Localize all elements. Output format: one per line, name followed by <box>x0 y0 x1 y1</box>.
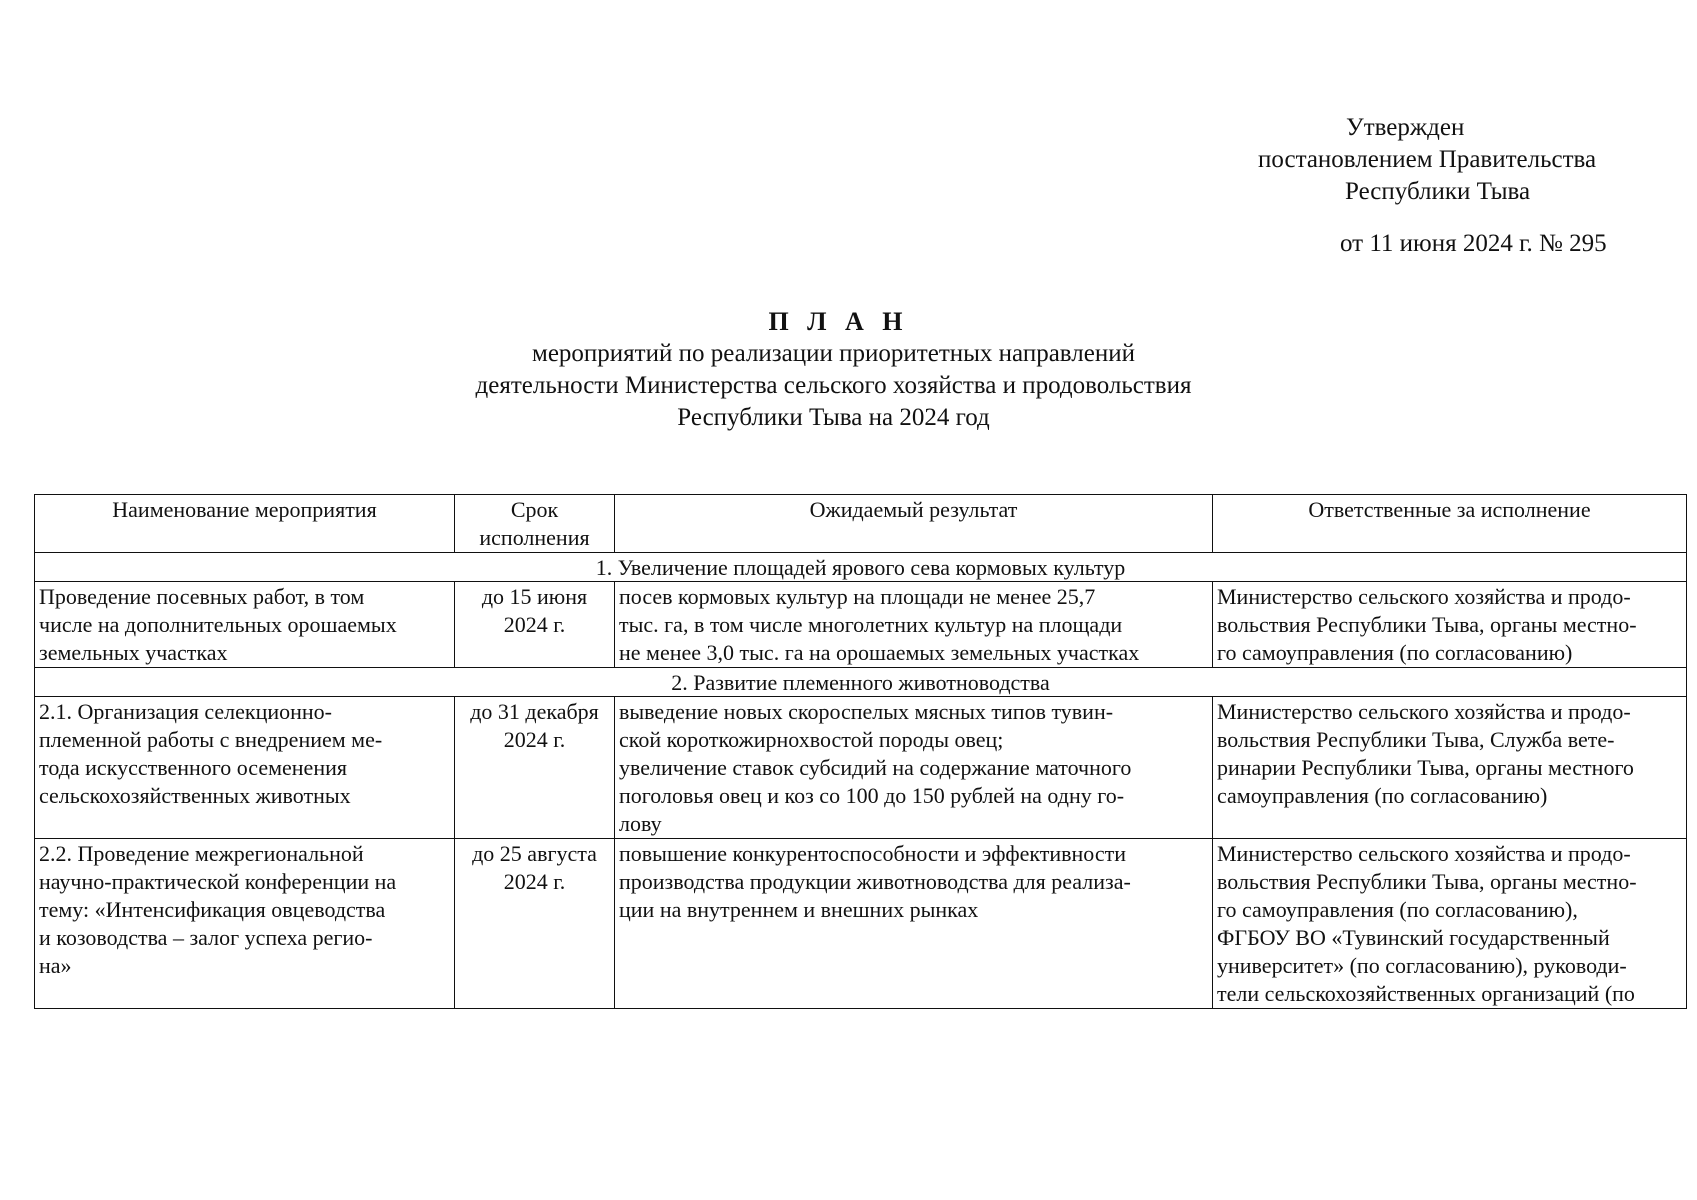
title-line-1: мероприятий по реализации приоритетных направлений <box>532 340 1135 367</box>
title-line-3: Республики Тыва на 2024 год <box>677 404 990 431</box>
header-responsible: Ответственные за исполнение <box>1213 495 1687 553</box>
cell-name: 2.2. Проведение межрегиональной научно-практической конференции на тему: «Интенсификация овцеводства и козоводства – залог успеха регио- на» <box>35 839 455 1009</box>
table-row <box>35 582 1687 668</box>
cell-deadline: до 25 августа 2024 г. <box>455 839 615 1009</box>
section-title: 1. Увеличение площадей ярового сева кормовых культур <box>35 553 1687 582</box>
plan-table <box>34 494 1687 1009</box>
header-deadline: Срок исполнения <box>455 495 615 553</box>
approval-line-resolution: постановлением Правительства <box>1258 146 1597 173</box>
header-name: Наименование мероприятия <box>35 495 455 553</box>
table-header-row <box>35 495 1687 553</box>
cell-result: повышение конкурентоспособности и эффективности производства продукции животноводства для реализа- ции на внутреннем и внешних рынках <box>615 839 1213 1009</box>
cell-name: 2.1. Организация селекционно- племенной работы с внедрением ме- тода искусственного осеменения сельскохозяйственных животных <box>35 697 455 839</box>
title-heading: П Л А Н <box>768 307 909 336</box>
cell-responsible: Министерство сельского хозяйства и продо- вольствия Республики Тыва, органы местно- го самоуправления (по согласованию), ФГБОУ ВО «Тувинский государственный университет» (по согласованию), руководи- тели сельскохозяйственных организаций (по <box>1213 839 1687 1009</box>
title-line-2: деятельности Министерства сельского хозяйства и продовольствия <box>475 372 1192 399</box>
cell-responsible: Министерство сельского хозяйства и продо- вольствия Республики Тыва, органы местно- го самоуправления (по согласованию) <box>1213 582 1687 668</box>
header-result: Ожидаемый результат <box>615 495 1213 553</box>
cell-result: выведение новых скороспелых мясных типов тувин- ской короткожирнохвостой породы овец; увеличение ставок субсидий на содержание маточного поголовья овец и коз со 100 до 150 рублей на одну го- лову <box>615 697 1213 839</box>
approval-date-number: от 11 июня 2024 г. № 295 <box>1340 230 1607 257</box>
cell-responsible: Министерство сельского хозяйства и продо- вольствия Республики Тыва, Служба вете- ринарии Республики Тыва, органы местного самоуправления (по согласованию) <box>1213 697 1687 839</box>
document-title <box>0 306 1697 434</box>
section-row <box>35 668 1687 697</box>
table-row <box>35 697 1687 839</box>
approval-line-republic: Республики Тыва <box>1345 178 1531 205</box>
cell-name: Проведение посевных работ, в том числе на дополнительных орошаемых земельных участках <box>35 582 455 668</box>
approval-line-approved: Утвержден <box>1346 114 1465 141</box>
section-row <box>35 553 1687 582</box>
table-row <box>35 839 1687 1009</box>
section-title: 2. Развитие племенного животноводства <box>35 668 1687 697</box>
cell-deadline: до 31 декабря 2024 г. <box>455 697 615 839</box>
cell-result: посев кормовых культур на площади не менее 25,7 тыс. га, в том числе многолетних культур на площади не менее 3,0 тыс. га на орошаемых земельных участках <box>615 582 1213 668</box>
cell-deadline: до 15 июня 2024 г. <box>455 582 615 668</box>
